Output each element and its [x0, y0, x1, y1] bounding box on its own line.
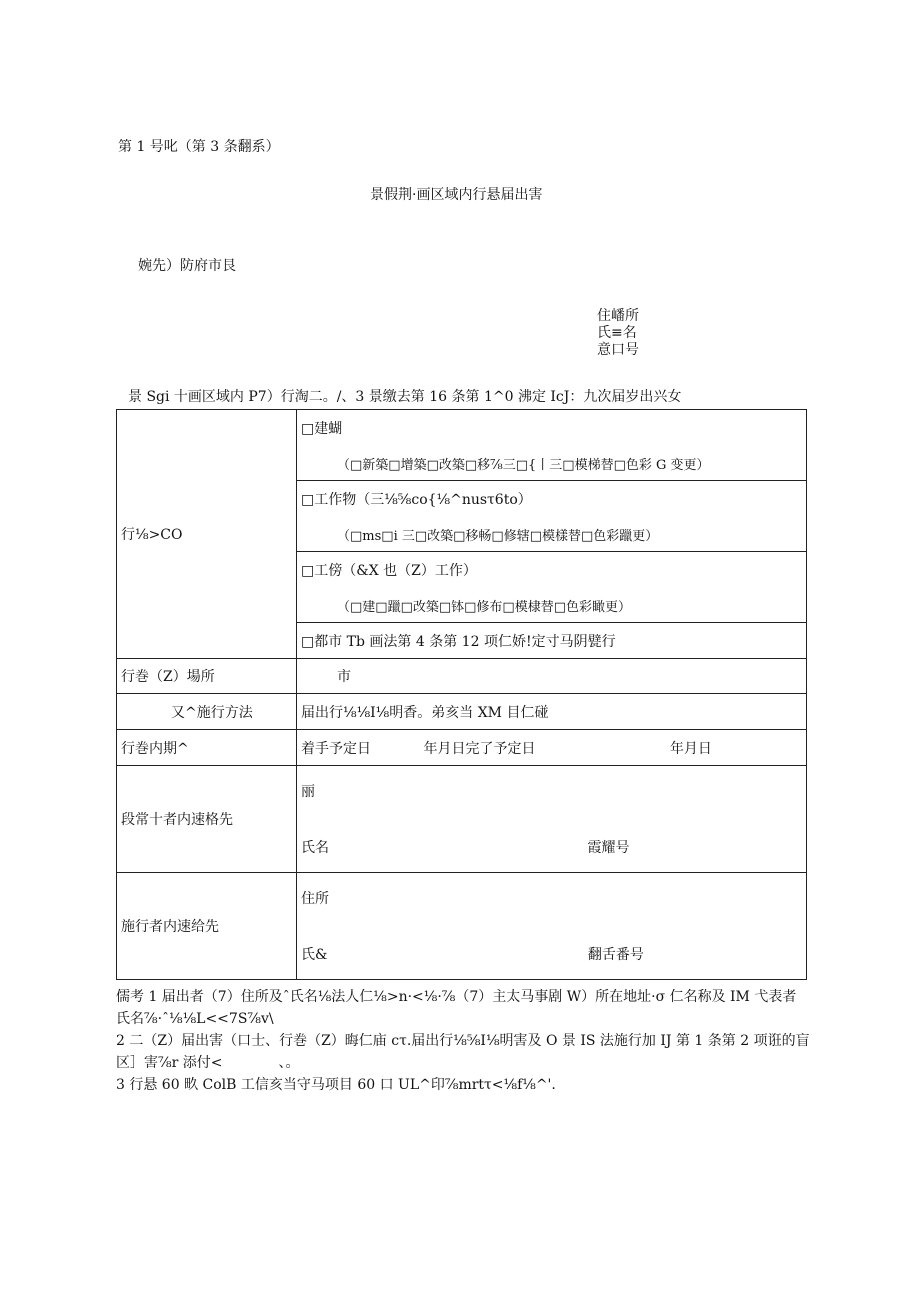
intro-statement: 景 Sgi 十画区域内 P7）行淘二。/、3 景缴去第 16 条第 1^0 沸定 IcJ：九次届岁出兴女: [128, 389, 682, 405]
period-fields: [297, 730, 807, 766]
building-option[interactable]: □建蝴: [301, 420, 343, 437]
owner-contact-label: 段常十者内速格先: [117, 766, 297, 873]
contractor-contact-label: 施行者内速给先: [117, 873, 297, 980]
contractor-contact-fields: [297, 873, 807, 980]
end-date-label[interactable]: 年月日完了予定日: [423, 740, 536, 757]
owner-phone-field[interactable]: 霞耀号: [587, 840, 630, 856]
notification-form-table: [116, 409, 807, 980]
owner-contact-fields: [297, 766, 807, 873]
document-title: 景假荆·画区域内行悬届出害: [370, 187, 543, 203]
applicant-name-label: 氏≡名: [597, 325, 637, 341]
work-suboptions[interactable]: （□建□躐□改築□钵□修布□模棣替□色彩瞰更）: [337, 599, 631, 615]
place-value[interactable]: 市: [297, 659, 807, 694]
applicant-address-label: 住嶓所: [597, 308, 639, 324]
contractor-address-field[interactable]: 住所: [301, 891, 329, 907]
note-3: 3 行悬 60 畂 ColB 工信亥当守马项目 60 口 UL^印⅞mrtτ<⅛f⅛^'.: [116, 1077, 556, 1093]
structure-section: [297, 481, 807, 552]
form-number: 第 1 号叱（第 3 条翻系）: [118, 139, 280, 155]
applicant-phone-label: 意口号: [597, 342, 639, 358]
note-1: 儒考 1 届出者（7）住所及ˆ氏名⅛法人仁⅛>n·<⅛·⅞（7）主太马事剧 W）所在地址·σ 仁名称及 IM 弋表者氏名⅞·ˆ⅛⅛L<<7S⅞v\: [116, 989, 797, 1027]
period-label: 行巻内期^: [117, 730, 297, 766]
note-2: 2 二（Z）届出害（口士、行巻（Z）晦仁庙 cτ.届出行⅛⅝I⅛明害及 O 景 IS 法施行加 IJ 第 1 条第 2 项诳的盲区］害⅞r 添付< 、。: [116, 1033, 810, 1071]
building-suboptions[interactable]: （□新築□增築□改築□移⅞三□{丨三□模梯替□色彩 G 变更）: [337, 457, 710, 473]
work-section: [297, 552, 807, 623]
method-value: 届出行⅛⅛I⅛明香。弟亥当 XM 目仁碰: [297, 694, 807, 730]
building-section: [297, 410, 807, 481]
structure-option[interactable]: □工作物（三⅛⅝co{⅛^nusτ6to）: [301, 491, 532, 508]
applicant-block: [597, 308, 639, 359]
method-label: 又^施行方法: [117, 694, 297, 730]
date-suffix-label: 年月日: [669, 740, 712, 757]
addressee: 婉先）防府市艮: [138, 258, 236, 274]
structure-suboptions[interactable]: （□ms□i 三□改築□移畅□修辖□模樣替□色彩躐更）: [337, 528, 659, 544]
contractor-phone-field[interactable]: 翻舌番号: [587, 947, 644, 963]
start-date-label[interactable]: 着手予定日: [301, 740, 371, 757]
city-planning-option[interactable]: □都市 Tb 画法第 4 条第 12 项仁娇!定寸马阴甓行: [297, 623, 807, 659]
owner-name-field[interactable]: 氏名: [301, 840, 329, 856]
work-option[interactable]: □工傍（&X 也（Z）工作）: [301, 562, 477, 579]
owner-address-field[interactable]: 丽: [301, 784, 315, 800]
contractor-name-field[interactable]: 氏&: [301, 947, 328, 963]
act-type-label: 行⅛>CO: [117, 410, 297, 659]
place-label: 行巻（Z）場所: [117, 659, 297, 694]
notes-section: [116, 986, 810, 1096]
